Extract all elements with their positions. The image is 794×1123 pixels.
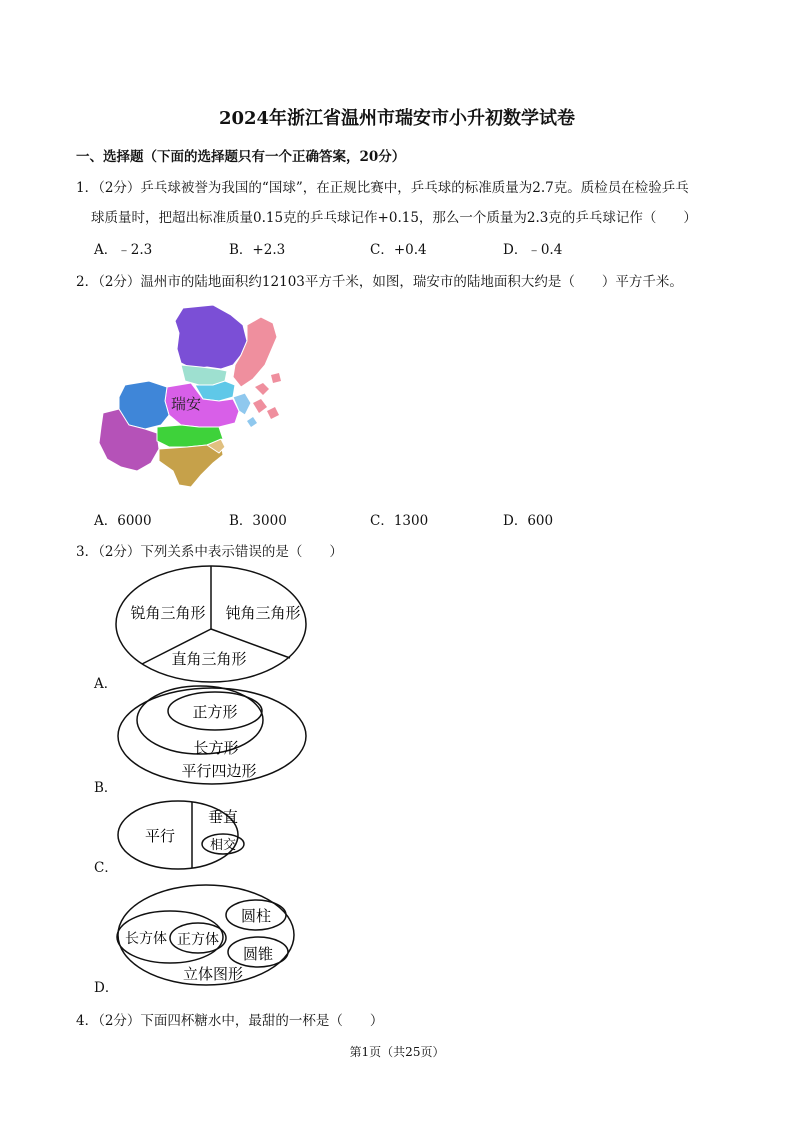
q3-option-b-letter: B． bbox=[94, 780, 118, 796]
diagram-d-label-cube: 正方体 bbox=[177, 932, 219, 948]
map-island bbox=[271, 373, 281, 383]
q2-option-a: A．6000 bbox=[94, 513, 152, 529]
map-island bbox=[267, 407, 279, 419]
diagram-a-label-obtuse: 钝角三角形 bbox=[225, 604, 301, 622]
question-2-text: 2．（2分）温州市的陆地面积约12103平方千米，如图，瑞安市的陆地面积大约是（ ）平方千米。 bbox=[76, 274, 683, 290]
map-island bbox=[253, 399, 267, 413]
map-island bbox=[247, 417, 257, 427]
diagram-b-label-parallelogram: 平行四边形 bbox=[181, 762, 257, 780]
diagram-b-label-rectangle: 长方形 bbox=[193, 739, 239, 757]
section-heading: 一、选择题（下面的选择题只有一个正确答案，20分） bbox=[76, 149, 406, 165]
page-footer: 第1页（共25页） bbox=[349, 1045, 445, 1059]
page-title: 2024年浙江省温州市瑞安市小升初数学试卷 bbox=[218, 108, 576, 129]
diagram-d-label-cone: 圆锥 bbox=[242, 945, 274, 963]
q2-option-c: C．1300 bbox=[370, 513, 429, 529]
diagram-b-label-square: 正方形 bbox=[192, 703, 238, 721]
q3-option-c-letter: C． bbox=[94, 860, 118, 876]
q2-option-b: B．3000 bbox=[229, 513, 287, 529]
question-1-line-2: 球质量时，把超出标准质量0.15克的乒乓球记作+0.15，那么一个质量为2.3克的乒乓球记作（ ） bbox=[91, 210, 697, 226]
question-3-text: 3．（2分）下列关系中表示错误的是（ ） bbox=[76, 544, 343, 560]
diagram-a-label-acute: 锐角三角形 bbox=[130, 604, 206, 622]
q1-option-b: B．+2.3 bbox=[229, 242, 286, 258]
wenzhou-map bbox=[95, 303, 285, 493]
question-4-text: 4．（2分）下面四杯糖水中，最甜的一杯是（ ） bbox=[76, 1013, 384, 1029]
q1-option-a: A．﹣2.3 bbox=[94, 242, 153, 258]
diagram-d-label-cuboid: 长方体 bbox=[125, 931, 167, 947]
diagram-d-label-cylinder: 圆柱 bbox=[240, 907, 272, 925]
q1-option-d: D．﹣0.4 bbox=[503, 242, 563, 258]
diagram-d-label-solid: 立体图形 bbox=[182, 965, 244, 983]
diagram-d bbox=[112, 882, 302, 992]
diagram-b bbox=[112, 684, 312, 788]
question-1-line-1: 1．（2分）乒乓球被誉为我国的“国球”，在正规比赛中，乒乓球的标准质量为2.7克。质检员在检验乒乓 bbox=[76, 180, 689, 196]
map-island bbox=[255, 383, 269, 395]
q1-option-c: C．+0.4 bbox=[370, 242, 427, 258]
map-region-yongjia bbox=[175, 305, 247, 369]
q3-option-a-letter: A． bbox=[94, 676, 118, 692]
diagram-c-label-perpendicular: 垂直 bbox=[207, 808, 239, 826]
diagram-c-label-intersect: 相交 bbox=[209, 838, 237, 853]
q2-option-d: D．600 bbox=[503, 513, 554, 529]
diagram-a-label-right: 直角三角形 bbox=[171, 650, 247, 668]
diagram-c bbox=[112, 796, 272, 876]
q3-option-d-letter: D． bbox=[94, 980, 119, 996]
diagram-c-label-parallel: 平行 bbox=[144, 827, 176, 845]
map-label-ruian: 瑞安 bbox=[171, 395, 202, 413]
diagram-a bbox=[112, 563, 312, 689]
